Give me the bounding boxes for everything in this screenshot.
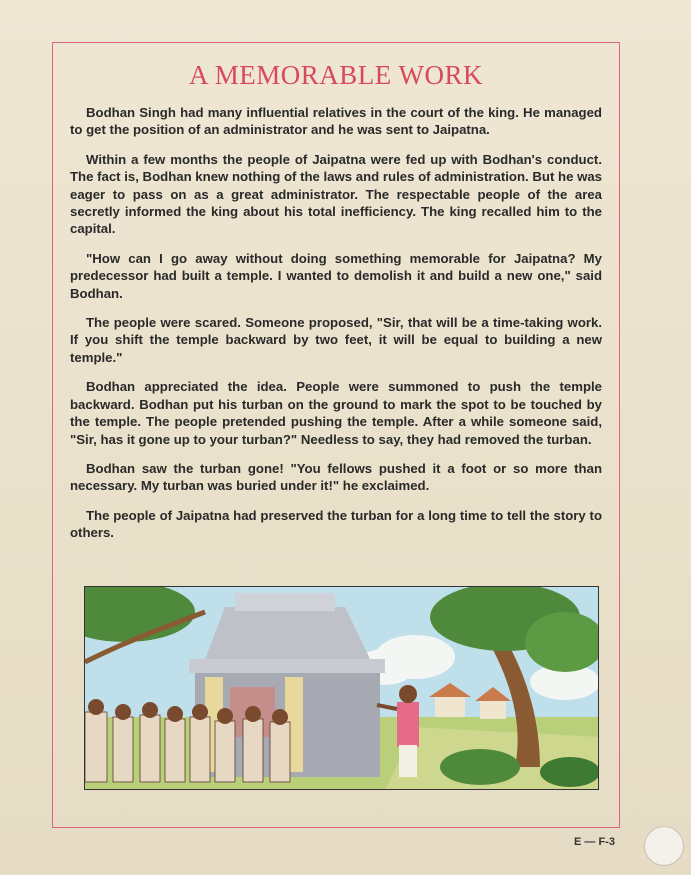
hut (435, 695, 465, 717)
bush (540, 757, 599, 787)
paragraph-5: Bodhan appreciated the idea. People were summoned to push the temple backward. Bodhan put his turban on the ground to mark the spot to be touched by the temple. The people pretended pushing the temple. After a while someone said, "Sir, has it gone up to your turban?" Needless to say, they had removed the turban. (70, 379, 602, 447)
paragraph-7: The people of Jaipatna had preserved the turban for a long time to tell the story to others. (70, 507, 602, 541)
bodhan-head (399, 685, 417, 703)
hut (480, 699, 506, 719)
story-illustration (84, 586, 599, 790)
paragraph-3: "How can I go away without doing something memorable for Jaipatna? My predecessor had built a temple. I wanted to demolish it and build a new one," said Bodhan. (70, 250, 602, 301)
paragraph-4: The people were scared. Someone proposed, "Sir, that will be a time-taking work. If you shift the temple backward by two feet, it will be equal to building a new temple." (70, 315, 602, 365)
temple-tower-top (235, 593, 335, 611)
bodhan-legs (399, 745, 417, 777)
page-number: E — F-3 (574, 836, 615, 848)
temple-tower (205, 607, 370, 659)
library-stamp-icon (644, 826, 684, 866)
paragraph-1: Bodhan Singh had many influential relatives in the court of the king. He managed to get the position of an administrator and he was sent to Jaipatna. (70, 105, 602, 138)
bodhan-body (397, 702, 419, 747)
story-body (70, 104, 602, 554)
paragraph-6: Bodhan saw the turban gone! "You fellows pushed it a foot or so more than necessary. My turban was buried under it!" he exclaimed. (70, 460, 602, 494)
bush (440, 749, 520, 785)
paragraph-2: Within a few months the people of Jaipatna were fed up with Bodhan's conduct. The fact is, Bodhan knew nothing of the laws and rules of administration. But he was eager to pass on as a great administrator. The respectable people of the area secretly informed the king about his total inefficiency. The king recalled him to the capital. (70, 151, 602, 237)
temple-cornice (189, 659, 385, 673)
story-title: A MEMORABLE WORK (188, 60, 484, 90)
